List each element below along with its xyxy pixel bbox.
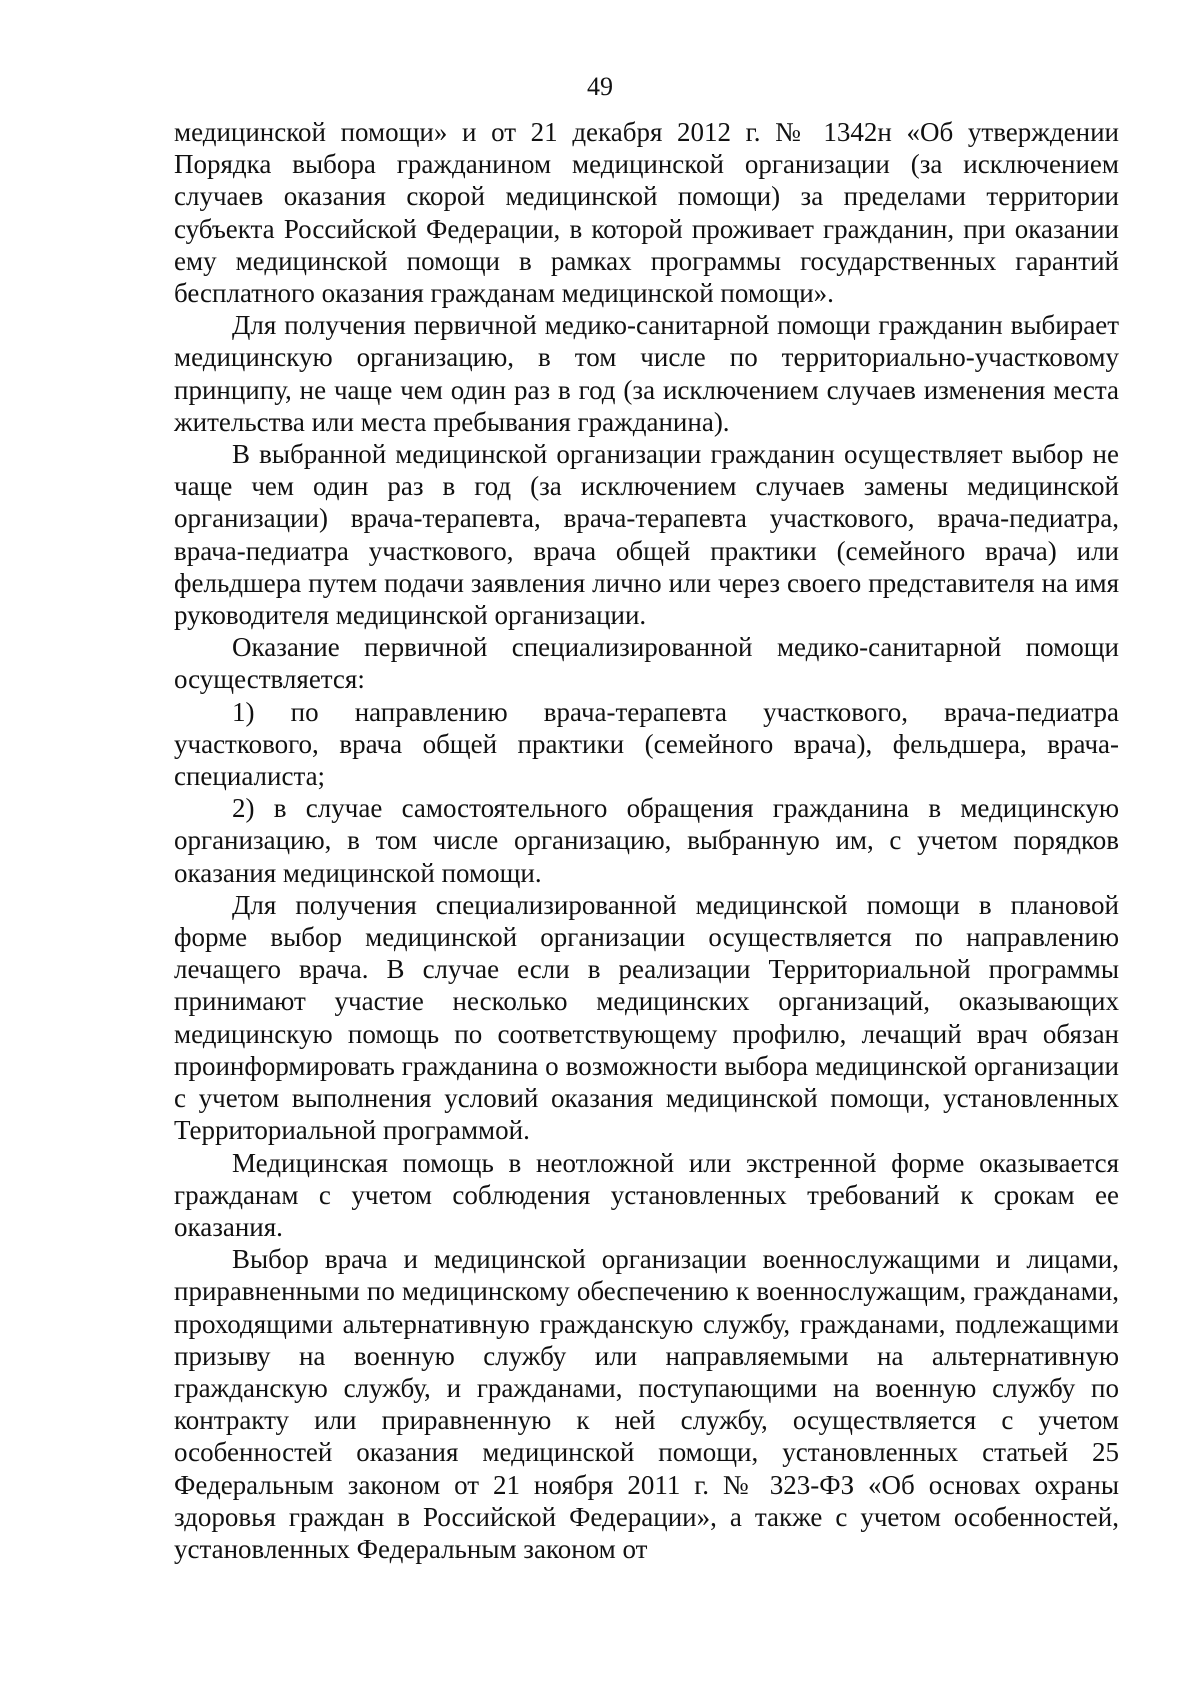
list-item: 1) по направлению врача-терапевта участкового, врача-педиатра участкового, врача общей практики (семейного врача), фельдшера, врача-специалиста; — [174, 696, 1119, 792]
paragraph: Оказание первичной специализированной медико-санитарной помощи осуществляется: — [174, 632, 1119, 695]
list-item: 2) в случае самостоятельного обращения гражданина в медицинскую организацию, в том числе организацию, выбранную им, с учетом порядков оказания медицинской помощи. — [174, 793, 1119, 888]
page-number: 49 — [587, 72, 613, 101]
paragraph: Для получения первичной медико-санитарной помощи гражданин выбирает медицинскую организацию, в том числе по территориально-участковому принципу, не чаще чем один раз в год (за исключением случаев изменения места жительства или места пребывания гражданина). — [174, 310, 1119, 437]
document-body — [174, 116, 1119, 1565]
paragraph: Для получения специализированной медицинской помощи в плановой форме выбор медицинской организации осуществляется по направлению лечащего врача. В случае если в реализации Территориальной программы принимают участие несколько медицинских организаций, оказывающих медицинскую помощь по соответствующему профилю, лечащий врач обязан проинформировать гражданина о возможности выбора медицинской организации с учетом выполнения условий оказания медицинской помощи, установленных Территориальной программой. — [174, 889, 1119, 1146]
paragraph: Медицинская помощь в неотложной или экстренной форме оказывается гражданам с учетом соблюдения установленных требований к срокам ее оказания. — [174, 1147, 1119, 1242]
paragraph: медицинской помощи» и от 21 декабря 2012 г. № 1342н «Об утверждении Порядка выбора гражданином медицинской организации (за исключением случаев оказания скорой медицинской помощи) за пределами территории субъекта Российской Федерации, в которой проживает гражданин, при оказании ему медицинской помощи в рамках программы государственных гарантий бесплатного оказания гражданам медицинской помощи». — [174, 117, 1119, 309]
paragraph: Выбор врача и медицинской организации военнослужащими и лицами, приравненными по медицинскому обеспечению к военнослужащим, гражданами, проходящими альтернативную гражданскую службу, гражданами, подлежащими призыву на военную службу или направляемыми на альтернативную гражданскую службу, и гражданами, поступающими на военную службу по контракту или приравненную к ней службу, осуществляется с учетом особенностей оказания медицинской помощи, установленных статьей 25 Федеральным законом от 21 ноября 2011 г. № 323-ФЗ «Об основах охраны здоровья граждан в Российской Федерации», а также с учетом особенностей, установленных Федеральным законом от — [174, 1244, 1119, 1564]
paragraph: В выбранной медицинской организации гражданин осуществляет выбор не чаще чем один раз в год (за исключением случаев замены медицинской организации) врача-терапевта, врача-терапевта участкового, врача-педиатра, врача-педиатра участкового, врача общей практики (семейного врача) или фельдшера путем подачи заявления лично или через своего представителя на имя руководителя медицинской организации. — [174, 439, 1119, 631]
